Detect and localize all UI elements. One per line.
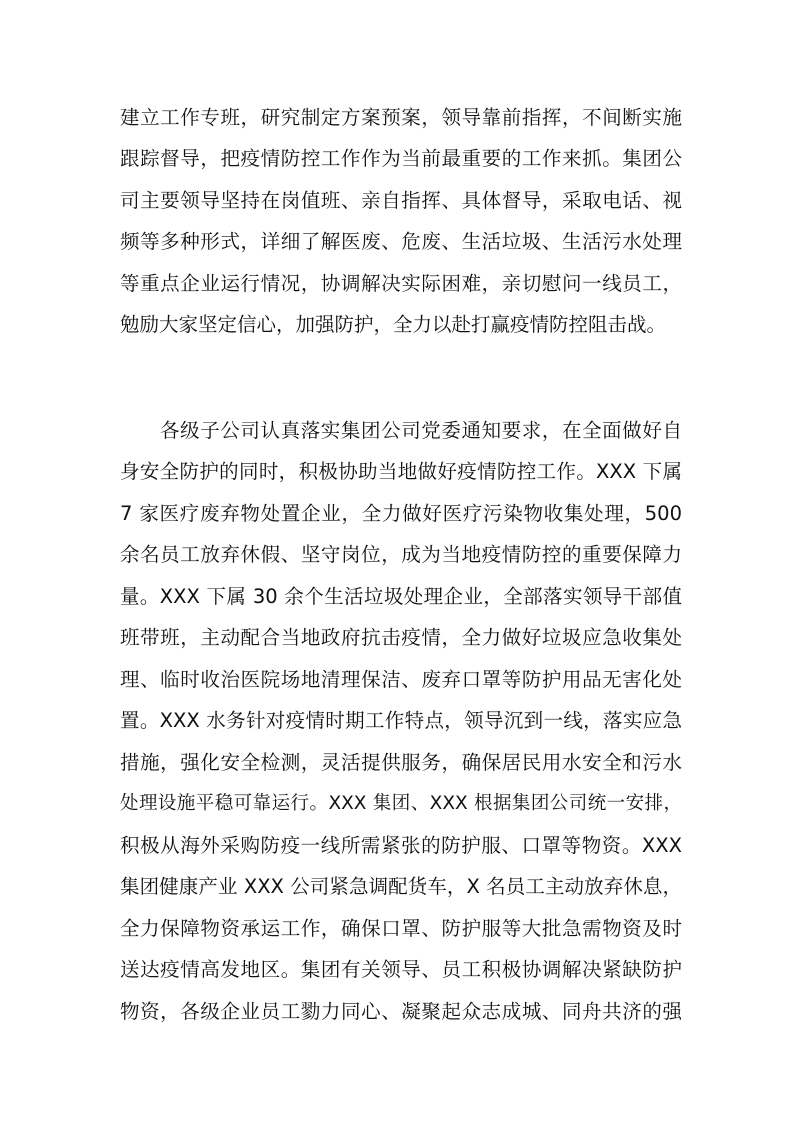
paragraph-line: 班带班，主动配合当地政府抗击疫情，全力做好垃圾应急收集处	[120, 626, 682, 649]
paragraph-line: 频等多种形式，详细了解医废、危废、生活垃圾、生活污水处理	[120, 230, 682, 253]
paragraph-line: 建立工作专班，研究制定方案预案，领导靠前指挥，不间断实施	[120, 106, 682, 129]
paragraph-line: 集团健康产业 XXX 公司紧急调配货车，X 名员工主动放弃休息，	[120, 875, 682, 898]
paragraph-line: 勉励大家坚定信心，加强防护，全力以赴打赢疫情防控阻击战。	[120, 313, 667, 336]
paragraph-line: 理、临时收治医院场地清理保洁、废弃口罩等防护用品无害化处	[120, 668, 682, 691]
paragraph-line: 司主要领导坚持在岗值班、亲自指挥、具体督导，采取电话、视	[120, 189, 682, 212]
paragraph-line: 物资，各级企业员工勠力同心、凝聚起众志成城、同舟共济的强	[120, 1000, 682, 1023]
paragraph-line: 处理设施平稳可靠运行。XXX 集团、XXX 根据集团公司统一安排，	[120, 793, 682, 814]
paragraph-line: 各级子公司认真落实集团公司党委通知要求，在全面做好自	[160, 419, 682, 442]
paragraph-line: 7 家医疗废弃物处置企业，全力做好医疗污染物收集处理，500	[120, 502, 682, 525]
paragraph-line: 身安全防护的同时，积极协助当地做好疫情防控工作。XXX 下属	[120, 460, 682, 483]
paragraph-line: 送达疫情高发地区。集团有关领导、员工积极协调解决紧缺防护	[120, 958, 682, 981]
paragraph-line: 全力保障物资承运工作，确保口罩、防护服等大批急需物资及时	[120, 917, 682, 940]
paragraph-line: 等重点企业运行情况，协调解决实际困难，亲切慰问一线员工，	[120, 272, 682, 295]
paragraph-line: 置。XXX 水务针对疫情时期工作特点，领导沉到一线，落实应急	[120, 709, 682, 732]
paragraph-line: 跟踪督导，把疫情防控工作作为当前最重要的工作来抓。集团公	[120, 147, 682, 170]
paragraph-line: 余名员工放弃休假、坚守岗位，成为当地疫情防控的重要保障力	[120, 543, 682, 566]
paragraph-line: 措施，强化安全检测，灵活提供服务，确保居民用水安全和污水	[120, 751, 682, 774]
paragraph-line: 积极从海外采购防疫一线所需紧张的防护服、口罩等物资。XXX	[120, 834, 682, 857]
paragraph-line: 量。XXX 下属 30 余个生活垃圾处理企业，全部落实领导干部值	[120, 585, 682, 608]
